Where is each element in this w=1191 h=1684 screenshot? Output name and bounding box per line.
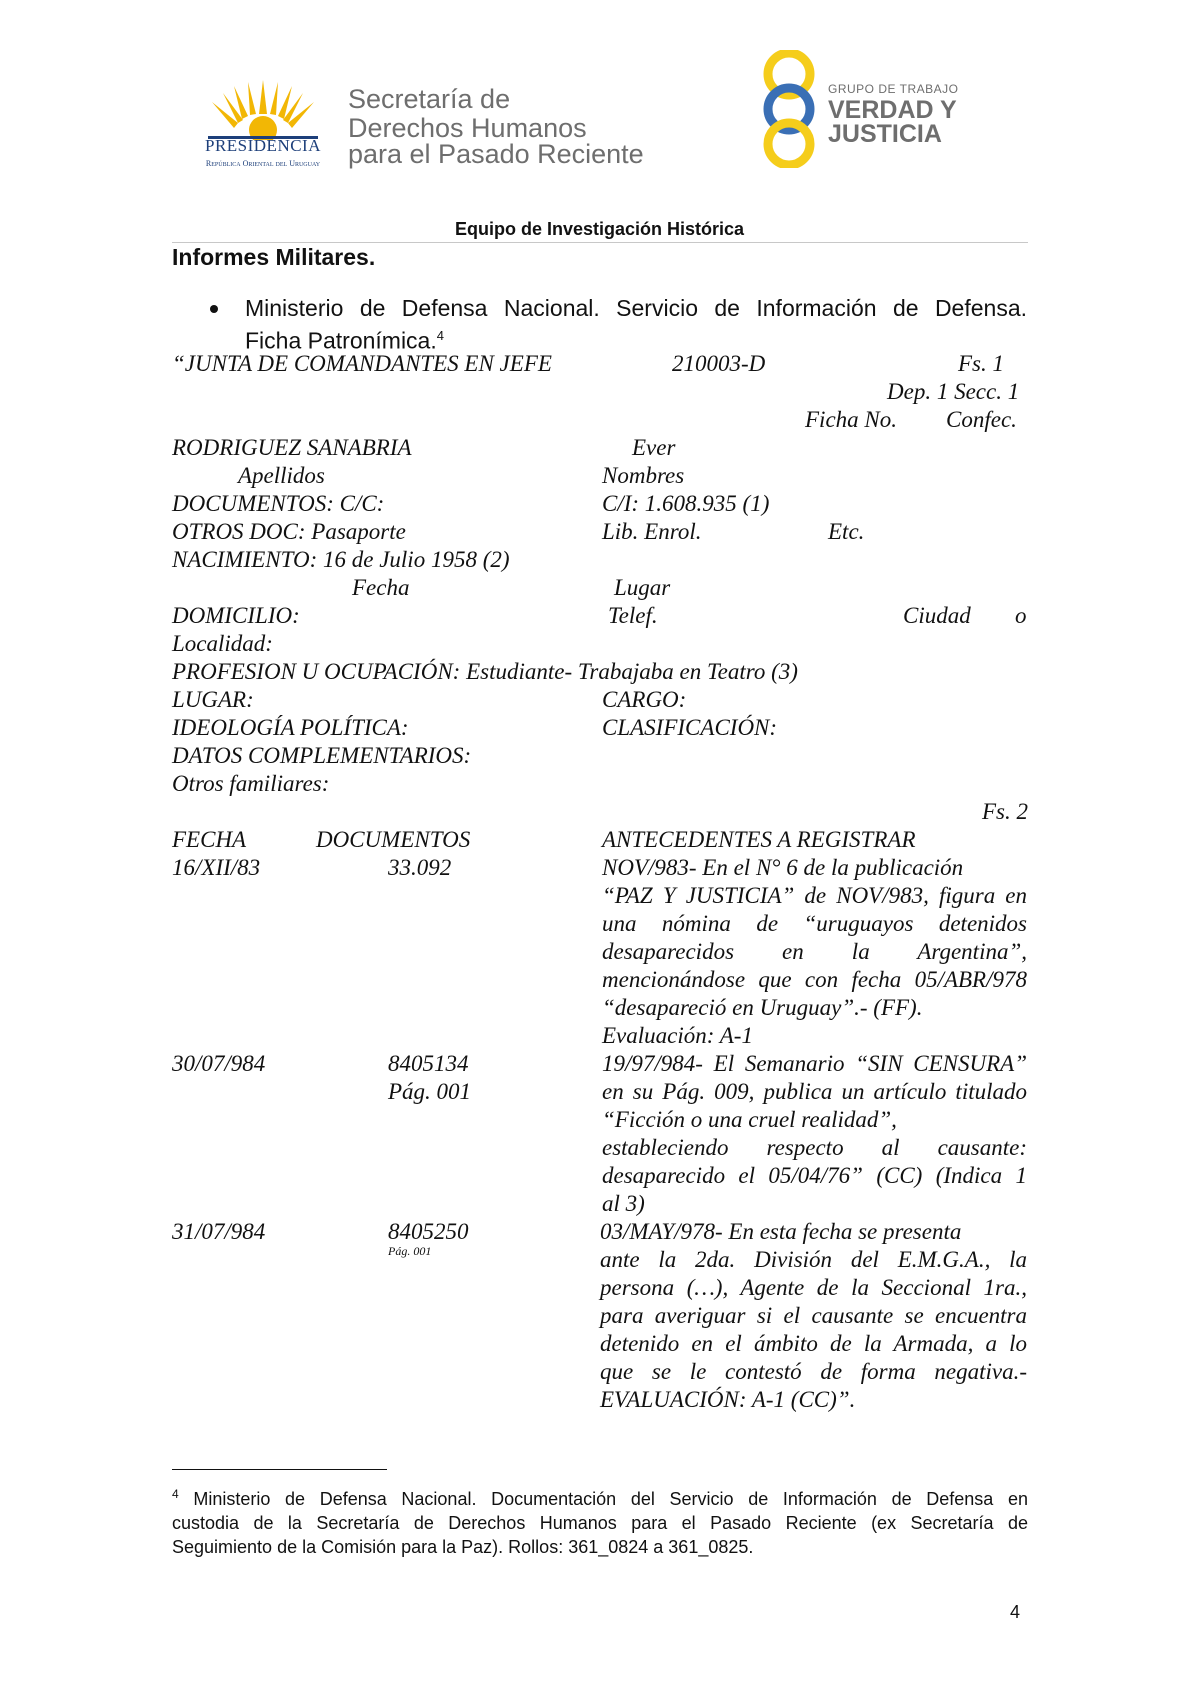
fecha-label: Fecha	[352, 575, 410, 600]
bullet-line1: Ministerio de Defensa Nacional. Servicio de Información de Defensa.	[245, 295, 1027, 321]
row1-doc: 33.092	[388, 855, 452, 880]
otros-doc-label: OTROS DOC: Pasaporte	[172, 519, 406, 544]
documentos-label: DOCUMENTOS: C/C:	[172, 491, 385, 516]
linked-rings-icon	[758, 50, 820, 168]
ciudad-label: Ciudad	[903, 603, 971, 628]
dep-label: Dep. 1 Secc. 1	[887, 379, 1020, 404]
sun-icon	[188, 78, 338, 140]
lugar-sublabel: Lugar	[614, 575, 671, 600]
surname-value: RODRIGUEZ SANABRIA	[172, 435, 412, 460]
ci-value: C/I: 1.608.935 (1)	[602, 491, 770, 516]
row2-text	[602, 1050, 1027, 1218]
nacimiento-label: NACIMIENTO: 16 de Julio 1958 (2)	[172, 547, 510, 572]
row3-line6: que se le contestó de forma negativa.-	[600, 1359, 1027, 1384]
fs1-label: Fs. 1	[958, 351, 1004, 376]
lib-enrol-label: Lib. Enrol.	[602, 519, 702, 544]
row1-line6: “desapareció en Uruguay”.- (FF).	[602, 995, 923, 1020]
secretaria-wordmark	[348, 86, 648, 168]
row1-line5: mencionándose que con fecha 05/ABR/978	[602, 967, 1027, 992]
junta-label: “JUNTA DE COMANDANTES EN JEFE	[172, 351, 552, 376]
lugar-label: LUGAR:	[172, 687, 254, 712]
presidencia-subtitle: República Oriental del Uruguay	[205, 159, 321, 168]
row3-text	[600, 1218, 1027, 1414]
presidencia-name: PRESIDENCIA	[204, 136, 321, 155]
row2-line4: estableciendo respecto al causante:	[602, 1135, 1027, 1160]
secretaria-line2: Derechos Humanos	[348, 113, 587, 143]
otros-familiares-label: Otros familiares:	[172, 771, 330, 796]
clasificacion-label: CLASIFICACIÓN:	[602, 715, 778, 740]
row1-text	[602, 854, 1027, 1050]
section-title: Informes Militares.	[172, 244, 376, 270]
row3-line2: ante la 2da. División del E.M.G.A., la	[600, 1247, 1027, 1272]
ficha-code: 210003-D	[672, 351, 766, 376]
nombres-label: Nombres	[602, 463, 685, 488]
grupo-label: GRUPO DE TRABAJO	[828, 82, 959, 96]
domicilio-label: DOMICILIO:	[172, 603, 300, 628]
bullet-dot	[210, 305, 218, 313]
secretaria-line1: Secretaría de	[348, 84, 511, 114]
col-header-documentos: DOCUMENTOS	[316, 827, 471, 852]
footnote-line1-wrap	[172, 1482, 1028, 1511]
o-label: o	[1015, 603, 1027, 628]
row1-line1: NOV/983- En el N° 6 de la publicación	[602, 855, 964, 880]
row3-line4: para averiguar si el causante se encuentra	[600, 1303, 1027, 1328]
datos-complementarios-label: DATOS COMPLEMENTARIOS:	[172, 743, 472, 768]
presidencia-logo	[188, 78, 338, 178]
ficha-no-label: Ficha No.	[805, 407, 897, 432]
row2-line3: “Ficción o una cruel realidad”,	[602, 1107, 897, 1132]
row3-line7: EVALUACIÓN: A-1 (CC)”.	[600, 1387, 856, 1412]
confec-label: Confec.	[946, 407, 1017, 432]
row3-line1: 03/MAY/978- En esta fecha se presenta	[600, 1219, 962, 1244]
row3-line3: persona (…), Agente de la Seccional 1ra.,	[600, 1275, 1027, 1300]
footnote-line3: Seguimiento de la Comisión para la Paz). Rollos: 361_0824 a 361_0825.	[172, 1537, 754, 1557]
header-rule	[172, 242, 1028, 243]
row1-line2: “PAZ Y JUSTICIA” de NOV/983, figura en	[602, 883, 1027, 908]
row3-line5: detenido en el ámbito de la Armada, a lo	[600, 1331, 1027, 1356]
footnote-number: 4	[172, 1487, 179, 1501]
footnote-ref: 4	[436, 328, 444, 343]
fs2-label: Fs. 2	[982, 799, 1028, 824]
page-number: 4	[1010, 1602, 1021, 1622]
row2-doc: 8405134	[388, 1051, 469, 1076]
row2-line2: en su Pág. 009, publica un artículo titulado	[602, 1079, 1027, 1104]
row1-line3: una nómina de “uruguayos detenidos	[602, 911, 1027, 936]
row2-line6: al 3)	[602, 1191, 645, 1216]
grupo-verdad: VERDAD Y	[828, 96, 957, 124]
row2-doc-sub: Pág. 001	[388, 1079, 472, 1104]
etc-label: Etc.	[828, 519, 865, 544]
row3-doc-sub: Pág. 001	[388, 1244, 432, 1258]
row2-fecha: 30/07/984	[172, 1051, 266, 1076]
row1-line4: desaparecidos en la Argentina”,	[602, 939, 1027, 964]
col-header-antecedentes: ANTECEDENTES A REGISTRAR	[602, 827, 916, 852]
ideologia-label: IDEOLOGÍA POLÍTICA:	[172, 715, 409, 740]
team-title: Equipo de Investigación Histórica	[454, 219, 745, 239]
secretaria-line3: para el Pasado Reciente	[348, 139, 644, 169]
footnote-separator	[172, 1469, 387, 1470]
row2-line1: 19/97/984- El Semanario “SIN CENSURA”	[602, 1051, 1027, 1076]
row3-doc: 8405250	[388, 1219, 469, 1244]
grupo-justicia: JUSTICIA	[828, 120, 942, 148]
col-header-fecha: FECHA	[172, 827, 247, 852]
grupo-verdad-justicia-logo	[758, 50, 958, 168]
given-name-value: Ever	[632, 435, 676, 460]
profesion-label: PROFESION U OCUPACIÓN: Estudiante- Trabajaba en Teatro (3)	[172, 659, 798, 684]
row1-fecha: 16/XII/83	[172, 855, 261, 880]
localidad-label: Localidad:	[172, 631, 273, 656]
apellidos-label: Apellidos	[238, 463, 325, 488]
row3-fecha: 31/07/984	[172, 1219, 266, 1244]
row2-line5: desaparecido el 05/04/76” (CC) (Indica 1	[602, 1163, 1027, 1188]
row1-line7: Evaluación: A-1	[602, 1023, 753, 1048]
footnote-line1: Ministerio de Defensa Nacional. Documentación del Servicio de Información de Defensa en	[193, 1489, 1028, 1509]
footnote-line2: custodia de la Secretaría de Derechos Humanos para el Pasado Reciente (ex Secretaría de	[172, 1513, 1028, 1533]
footnote	[172, 1482, 1028, 1559]
cargo-label: CARGO:	[602, 687, 687, 712]
telef-label: Telef.	[608, 603, 658, 628]
bullet-line2-text: Ficha Patronímica.	[245, 327, 437, 354]
